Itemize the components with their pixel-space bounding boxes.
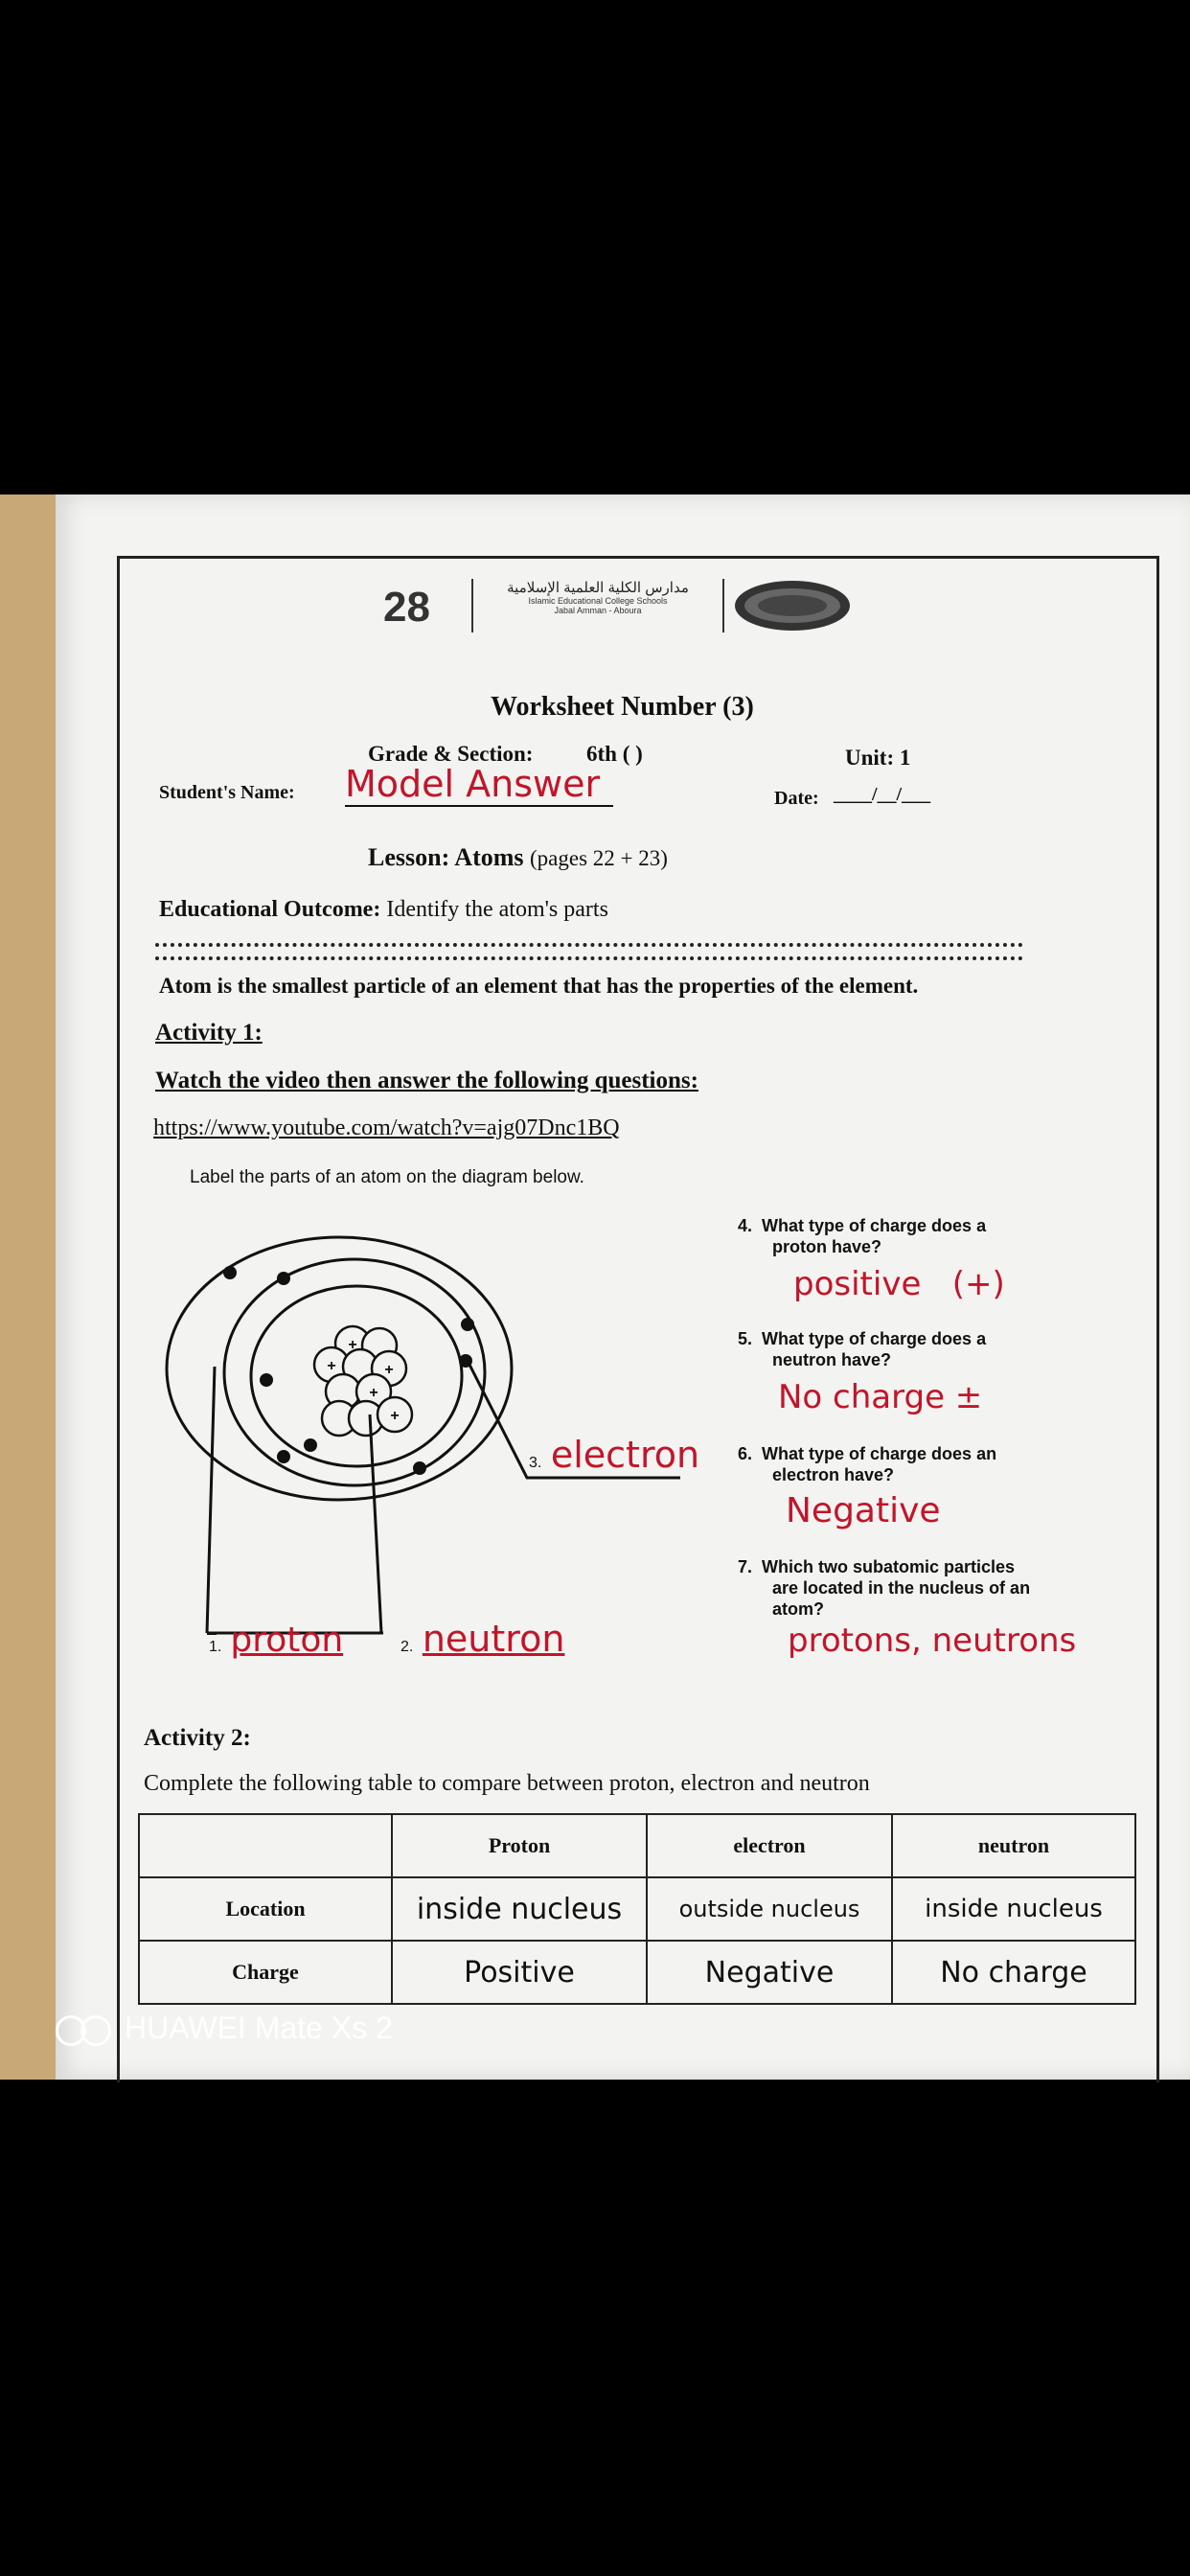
table-header-row — [139, 1814, 1135, 1877]
label-neutron-number: 2. — [400, 1639, 414, 1655]
question-6-line1: What type of charge does an — [762, 1444, 997, 1463]
table-row — [139, 1941, 1135, 2004]
svg-text:+: + — [327, 1358, 336, 1374]
label-proton-number: 1. — [209, 1639, 222, 1655]
question-4 — [738, 1215, 1005, 1303]
activity2-heading: Activity 2: — [144, 1725, 251, 1751]
date-value: ____/__/___ — [834, 784, 931, 805]
question-4-line1: What type of charge does a — [762, 1216, 987, 1235]
outcome-line — [159, 897, 608, 923]
diagram-prompt: Label the parts of an atom on the diagram below. — [190, 1167, 584, 1187]
question-7-number: 7. — [738, 1557, 753, 1576]
school-location: Jabal Amman - Aboura — [554, 606, 642, 615]
lesson-label: Lesson: Atoms — [368, 843, 524, 871]
question-7-line2: are located in the nucleus of an — [772, 1578, 1031, 1598]
question-4-number: 4. — [738, 1216, 753, 1235]
cell-electron-location: outside nucleus — [647, 1877, 892, 1941]
question-6-answer: Negative — [786, 1491, 941, 1530]
student-name-label: Student's Name: — [159, 782, 295, 803]
question-5-number: 5. — [738, 1329, 753, 1348]
question-5-answer: No charge ± — [778, 1378, 983, 1416]
question-4-answer: positive (+) — [793, 1265, 1005, 1303]
school-name-english: Islamic Educational College Schools — [528, 596, 668, 606]
table-corner-cell — [139, 1814, 392, 1877]
svg-text:+: + — [348, 1337, 357, 1353]
question-7-answer: protons, neutrons — [788, 1622, 1077, 1660]
label-electron — [529, 1434, 699, 1477]
question-5-line2: neutron have? — [772, 1350, 892, 1369]
worksheet-title: Worksheet Number (3) — [491, 692, 754, 722]
student-name-value: Model Answer — [345, 763, 613, 807]
question-4-line2: proton have? — [772, 1237, 882, 1256]
question-7 — [738, 1556, 1076, 1660]
school-logo — [379, 577, 475, 639]
label-electron-number: 3. — [529, 1455, 542, 1471]
svg-text:28: 28 — [383, 584, 430, 631]
school-name-arabic: مدارس الكلية العلمية الإسلامية — [507, 580, 689, 596]
svg-text:+: + — [369, 1385, 378, 1401]
question-7-text — [738, 1556, 1076, 1620]
svg-text:+: + — [390, 1408, 400, 1424]
label-proton — [209, 1620, 343, 1660]
question-5-text — [738, 1328, 986, 1370]
svg-text:+: + — [384, 1362, 394, 1378]
question-7-line3: atom? — [772, 1599, 824, 1619]
header-proton: Proton — [392, 1814, 647, 1877]
label-proton-answer: proton — [230, 1621, 344, 1660]
table-row — [139, 1877, 1135, 1941]
comparison-table — [138, 1813, 1136, 2005]
cell-neutron-location: inside nucleus — [892, 1877, 1135, 1941]
question-6-number: 6. — [738, 1444, 753, 1463]
header-neutron: neutron — [892, 1814, 1135, 1877]
question-5-line1: What type of charge does a — [762, 1329, 987, 1348]
watermark-ring-icon — [80, 2015, 111, 2046]
lesson-pages: (pages 22 + 23) — [530, 846, 668, 870]
header-electron: electron — [647, 1814, 892, 1877]
atom-definition: Atom is the smallest particle of an element that has the properties of the element. — [159, 974, 919, 998]
outcome-value: Identify the atom's parts — [386, 897, 608, 922]
row-label-location: Location — [139, 1877, 392, 1941]
question-6-line2: electron have? — [772, 1465, 895, 1484]
label-neutron-answer: neutron — [422, 1618, 565, 1660]
question-6 — [738, 1443, 996, 1530]
question-7-line1: Which two subatomic particles — [762, 1557, 1016, 1576]
cell-proton-charge: Positive — [392, 1941, 647, 2004]
question-5 — [738, 1328, 986, 1416]
video-link[interactable]: https://www.youtube.com/watch?v=ajg07Dnc1BQ — [153, 1116, 620, 1140]
watermark-text: HUAWEI Mate Xs 2 — [125, 2011, 393, 2045]
grade-label: Grade & Section: — [368, 742, 534, 766]
label-electron-answer: electron — [550, 1434, 700, 1476]
cell-electron-charge: Negative — [647, 1941, 892, 2004]
camera-watermark — [56, 2011, 393, 2046]
dotted-separator — [155, 943, 1023, 960]
cell-proton-location: inside nucleus — [392, 1877, 647, 1941]
question-6-text — [738, 1443, 996, 1485]
school-emblem — [732, 577, 853, 639]
outcome-label: Educational Outcome: — [159, 897, 381, 922]
label-neutron — [400, 1618, 564, 1661]
grade-value: 6th ( ) — [586, 742, 643, 766]
unit-label: Unit: 1 — [845, 746, 911, 770]
activity1-instruction: Watch the video then answer the following questions: — [155, 1068, 698, 1093]
activity1-heading: Activity 1: — [155, 1020, 263, 1046]
row-label-charge: Charge — [139, 1941, 392, 2004]
lesson-line — [368, 843, 668, 872]
question-4-text — [738, 1215, 1005, 1257]
cell-neutron-charge: No charge — [892, 1941, 1135, 2004]
school-name-block — [471, 579, 724, 632]
activity2-instruction: Complete the following table to compare between proton, electron and neutron — [144, 1771, 870, 1796]
date-label: Date: — [774, 788, 819, 809]
